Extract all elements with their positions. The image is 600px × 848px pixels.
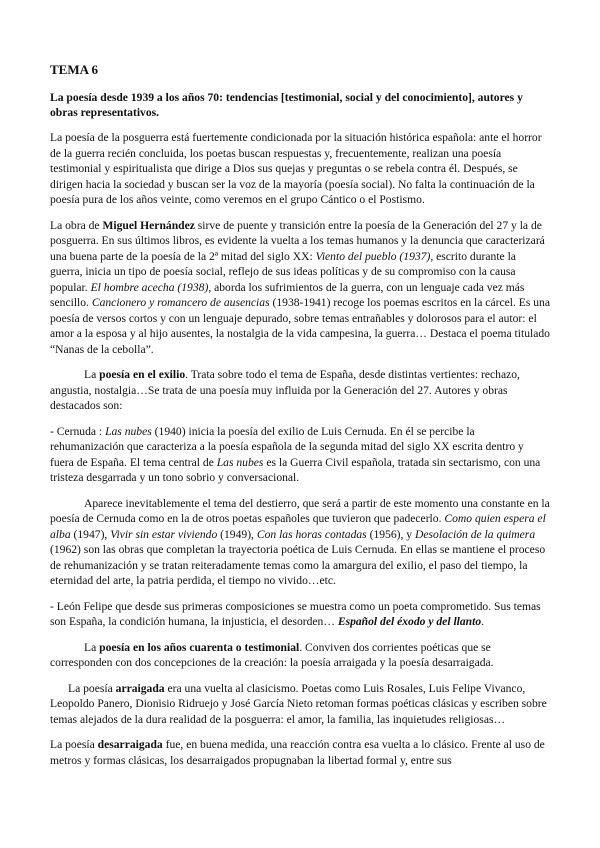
work-title: Las nubes [216, 455, 264, 469]
text-run: La poesía [68, 681, 116, 695]
text-run: fue, en buena medida, una reacción contra esa vuelta a lo clásico. Frente al uso de metros y formas clásicas, los desarraigados propugnaban la libertad formal y, entre sus [50, 738, 545, 767]
work-title: Desolación de la quimera [415, 527, 536, 541]
text-run: . Conviven dos corrientes poéticas que se corresponden con dos concepciones de la creación: la poesía arraigada y la poesía desarraigada. [50, 640, 494, 669]
paragraph-miguel-hernandez [50, 218, 550, 358]
text-run: (1940) inicia la poesía del exilio de Luis Cernuda. En él se percibe la rehumanización que caracteriza a la poesía española de la segunda mitad del siglo XX escrita dentro y fuera de España. El tema central de [50, 424, 524, 469]
text-run: sirve de puente y transición entre la poesía de la Generación del 27 y la de posguerra. En sus últimos libros, es evidente la vuelta a los temas humanos y la denuncia que caracterizará una buena parte de la poesía de la 2ª mitad del siglo XX: [50, 218, 545, 263]
page-content [50, 62, 550, 778]
work-title: Vivir sin estar viviendo [110, 527, 218, 541]
text-run: (1949), [217, 527, 257, 541]
section-term: arraigada [115, 681, 165, 695]
text-run: (1947), [70, 527, 111, 541]
topic-title: TEMA 6 [50, 62, 99, 77]
work-title: Con las horas contadas [256, 527, 367, 541]
paragraph-intro: La poesía de la posguerra está fuertemente condicionada por la situación histórica española: ante el horror de la guerra recién concluida, los poetas buscan respuestas y, frecuentemente, realizan una poesía testimonial y espiritualista que dirige a Dios sus quejas y preguntas o se rebela contra él. Después, se dirigen hacia la sociedad y buscan ser la voz de la mayoría (poesía social). No falta la continuación de la poesía pura de los años veinte, como veremos en el grupo Cántico o el Postismo. [50, 131, 542, 206]
section-term: poesía en el exilio [99, 368, 186, 381]
paragraph-exilio [50, 367, 550, 414]
text-run: La poesía [50, 738, 98, 751]
work-title: Cancionero y romancero de ausencias [91, 296, 270, 309]
section-term: desarraigada [97, 738, 163, 751]
text-run: La obra de [50, 218, 103, 232]
text-run: es la Guerra Civil española, tratada sin sectarismo, con una tristeza desgarrada y un tono sobrio y conversacional. [50, 455, 541, 484]
paragraph-cuarenta [50, 640, 550, 671]
paragraph-cernuda [50, 424, 550, 486]
text-run: Aparece inevitablemente el tema del destierro, que será a partir de este momento una constante en la poesía de Cernuda como en la de otros poetas españoles que tuvieron que padecerlo. [50, 496, 550, 525]
paragraph-desarraigada [50, 737, 550, 768]
paragraph-leon-felipe [50, 599, 550, 630]
text-run: (1962) son las obras que completan la trayectoria poética de Luis Cernuda. En ellas se mantiene el proceso de rehumanización y se tratan reiteradamente temas como la amargura del exilio, el paso del tiempo, la eternidad del arte, la patria perdida, el tiempo no vivido…etc. [50, 543, 546, 587]
text-run: - León Felipe que desde sus primeras composiciones se muestra como un poeta comprometido. Sus temas son España, la condición humana, la injusticia, el desorden… [50, 599, 541, 628]
text-run: , escrito durante la guerra, inicia un tipo de poesía social, reflejo de sus ideas políticas y de su compromiso con la causa popular. [50, 249, 516, 294]
work-title: El hombre acecha (1938) [90, 280, 209, 294]
section-term: poesía en los años cuarenta o testimonial [99, 640, 300, 654]
text-run: La [84, 368, 100, 381]
text-run: La [84, 640, 100, 654]
work-title: Las nubes [105, 424, 152, 438]
text-run: (1938-1941) recoge los poemas escritos en la cárcel. Es una poesía de versos cortos y con un lenguaje depurado, sobre temas entrañables y dolorosos para el autor: el amor a la esposa y al hijo ausentes, la nostalgia de la vida campesina, la guerra… Destaca el poema titulado “Nanas de la cebolla”. [50, 296, 550, 356]
text-run: (1956), y [366, 527, 416, 541]
text-run: . [481, 615, 485, 628]
paragraph-arraigada [50, 681, 550, 728]
text-run: - Cernuda : [50, 424, 106, 438]
text-run: , aborda los sufrimientos de la guerra, con un lenguaje cada vez más sencillo. [50, 280, 525, 309]
section-heading: La poesía desde 1939 a los años 70: tendencias [testimonial, social y del conocimiento], autores y obras representativos. [50, 91, 523, 119]
work-title: Viento del pueblo (1937) [315, 249, 431, 263]
text-run: . Trata sobre todo el tema de España, desde distintas vertientes: rechazo, angustia, nostalgia…Se trata de una poesía muy influida por la Generación del 27. Autores y obras destacados son: [50, 368, 520, 412]
author-name: Miguel Hernández [102, 218, 195, 232]
paragraph-destierro [50, 496, 550, 589]
work-title: Como quien espera el alba [50, 512, 546, 541]
text-run: era una vuelta al clasicismo. Poetas como Luis Rosales, Luis Felipe Vivanco, Leopoldo Panero, Dionisio Ridruejo y José García Nieto retoman formas poéticas clásicas y escriben sobre temas alejados de la dura realidad de la posguerra: el amor, la familia, las inquietudes religiosas… [50, 681, 547, 726]
work-title: Español del éxodo y del llanto [337, 615, 482, 628]
